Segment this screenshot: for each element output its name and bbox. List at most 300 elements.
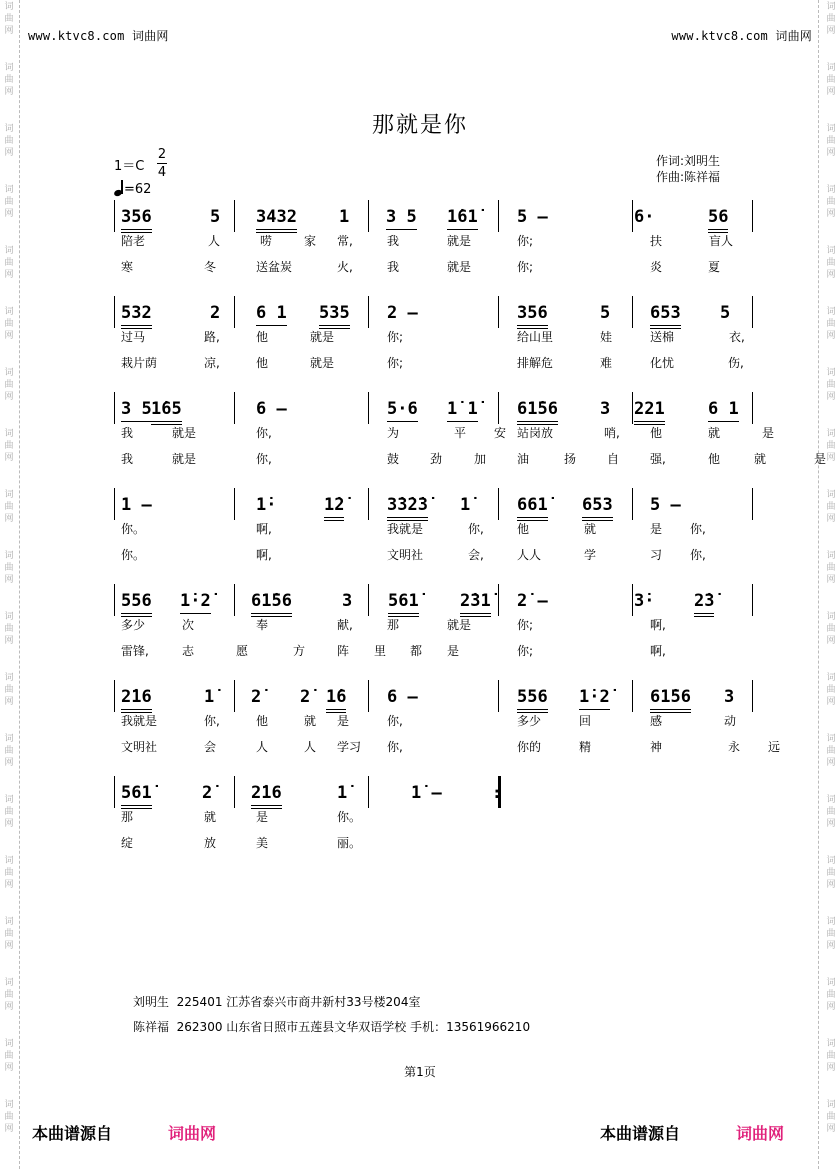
lyric-word: 放 [204, 836, 217, 850]
lyric-word: 自 [607, 452, 620, 466]
watermark-char: 词 [826, 978, 836, 988]
note-group: 6 1 [708, 399, 739, 419]
watermark-char: 曲 [826, 1051, 836, 1061]
lyric-line-verse1 [114, 232, 752, 248]
lyric-word: 就是 [172, 426, 197, 440]
note-underline [517, 709, 548, 710]
note-group: : [492, 783, 502, 802]
note-underline [326, 709, 346, 710]
watermark-char: 网 [4, 697, 14, 707]
lyric-word: 人 [304, 740, 317, 754]
note-group: 3 [342, 591, 353, 611]
note-underline [386, 229, 417, 230]
lyric-word: 强, [650, 452, 666, 466]
watermark-char: 词 [826, 185, 836, 195]
lyric-word: 你, [468, 522, 484, 536]
watermark-char: 曲 [826, 929, 836, 939]
lyric-word: 安 [494, 426, 507, 440]
bar-line [234, 296, 235, 328]
watermark-char: 曲 [4, 685, 14, 695]
lyric-word: 你, [256, 426, 272, 440]
lyric-word: 我就是 [387, 522, 424, 536]
lyric-word: 神 [650, 740, 663, 754]
lyricist: 作词:刘明生 [656, 154, 721, 168]
note-underline [324, 517, 344, 518]
footer-left-brand[interactable]: 词曲网 [168, 1124, 217, 1143]
bar-line [368, 488, 369, 520]
watermark-char: 网 [826, 758, 836, 768]
lyric-line-verse2 [114, 546, 752, 562]
watermark-char: 词 [826, 551, 836, 561]
lyric-word: 多少 [121, 618, 146, 632]
bar-line [752, 584, 753, 616]
lyric-word: 学 [584, 548, 597, 562]
watermark-char: 词 [826, 429, 836, 439]
lyric-word: 为 [387, 426, 400, 440]
lyric-word: 炎 [650, 260, 663, 274]
lyric-word: 里 [374, 644, 387, 658]
lyric-word: 就是 [447, 618, 472, 632]
lyric-word: 啊, [650, 644, 666, 658]
notes-row [114, 296, 752, 328]
lyric-word: 志 [182, 644, 195, 658]
lyric-word: 排解危 [517, 356, 554, 370]
lyric-word: 人 [208, 234, 221, 248]
bar-line [632, 584, 633, 616]
watermark-char: 词 [4, 1100, 14, 1110]
watermark-char: 词 [4, 246, 14, 256]
lyric-word: 远 [768, 740, 781, 754]
watermark-char: 曲 [826, 197, 836, 207]
note-group: 5 – [517, 207, 548, 227]
lyric-word: 他 [256, 356, 269, 370]
key-signature: 1＝C [114, 159, 145, 174]
watermark-char: 词 [826, 917, 836, 927]
lyric-word: 油 [517, 452, 530, 466]
watermark-char: 词 [4, 368, 14, 378]
watermark-char: 网 [4, 514, 14, 524]
note-underline [694, 613, 714, 614]
note-underline [387, 421, 418, 422]
lyric-word: 献, [337, 618, 353, 632]
lyric-word: 难 [600, 356, 613, 370]
watermark-char: 曲 [4, 319, 14, 329]
bar-line [114, 776, 115, 808]
note-group: 356 [121, 207, 152, 227]
watermark-char: 曲 [4, 75, 14, 85]
lyric-word: 永 [728, 740, 741, 754]
lyric-word: 就 [708, 426, 721, 440]
note-group: 3 [600, 399, 611, 419]
bar-line [632, 296, 633, 328]
lyric-word: 文明社 [387, 548, 424, 562]
watermark-char: 网 [826, 270, 836, 280]
note-underline [121, 421, 152, 422]
final-repeat-bar [498, 776, 501, 808]
lyric-word: 是 [762, 426, 775, 440]
watermark-char: 曲 [4, 563, 14, 573]
lyric-word: 感 [650, 714, 663, 728]
notes-row [114, 392, 752, 424]
lyric-word: 他 [708, 452, 721, 466]
watermark-char: 网 [826, 392, 836, 402]
note-underline [121, 229, 152, 230]
note-underline [387, 517, 428, 518]
header-right-url[interactable]: www.ktvc8.com [671, 29, 768, 43]
lyric-word: 学习 [337, 740, 362, 754]
watermark-char: 网 [4, 1063, 14, 1073]
lyric-word: 寒 [121, 260, 134, 274]
bar-line [234, 392, 235, 424]
note-group: 3 5 [386, 207, 417, 227]
notes-row [114, 200, 752, 232]
watermark-char: 词 [4, 673, 14, 683]
watermark-char: 曲 [826, 258, 836, 268]
watermark-char: 网 [4, 575, 14, 585]
watermark-char: 词 [826, 63, 836, 73]
watermark-char: 词 [4, 978, 14, 988]
lyric-line-verse1 [114, 616, 752, 632]
lyric-line-verse2 [114, 642, 752, 658]
note-underline [650, 325, 681, 326]
note-group: 3 [724, 687, 735, 707]
header-left-site-name[interactable]: 词曲网 [131, 29, 169, 43]
watermark-char: 网 [826, 148, 836, 158]
bar-line [368, 776, 369, 808]
watermark-char: 词 [4, 124, 14, 134]
lyric-word: 你; [517, 234, 534, 248]
note-group: 1̇ – [411, 783, 442, 803]
header-right-site-name[interactable]: 词曲网 [775, 29, 812, 43]
meter-top: 2 [157, 147, 167, 162]
lyric-word: 美 [256, 836, 269, 850]
note-underline [517, 517, 548, 518]
note-group: 2̇31̇ [460, 591, 491, 611]
lyric-word: 夏 [708, 260, 721, 274]
watermark-char: 词 [826, 795, 836, 805]
note-underline [460, 613, 491, 614]
note-underline [256, 325, 287, 326]
watermark-char: 曲 [826, 563, 836, 573]
page-number: 第1页 [404, 1065, 436, 1079]
lyric-word: 送盆炭 [256, 260, 293, 274]
lyric-word: 凉, [204, 356, 220, 370]
lyric-word: 冬 [204, 260, 217, 274]
watermark-char: 网 [826, 819, 836, 829]
note-underline [517, 421, 558, 422]
lyric-word: 就 [204, 810, 217, 824]
watermark-char: 网 [4, 941, 14, 951]
watermark-char: 词 [826, 673, 836, 683]
watermark-char: 曲 [826, 746, 836, 756]
note-group: 1̇ [460, 495, 471, 515]
note-underline [319, 325, 350, 326]
watermark-char: 网 [4, 1002, 14, 1012]
watermark-char: 曲 [826, 380, 836, 390]
lyric-word: 动 [724, 714, 737, 728]
notes-row [114, 584, 752, 616]
watermark-char: 曲 [826, 319, 836, 329]
lyric-word: 平 [454, 426, 467, 440]
watermark-char: 网 [4, 819, 14, 829]
watermark-char: 曲 [826, 685, 836, 695]
note-group: 2̇16 [251, 783, 282, 803]
lyric-word: 你, [690, 522, 706, 536]
lyric-word: 人 [256, 740, 269, 754]
lyric-word: 加 [474, 452, 487, 466]
lyric-word: 你, [204, 714, 220, 728]
tempo-marking [114, 180, 151, 197]
bar-line [632, 392, 633, 424]
watermark-char: 词 [4, 856, 14, 866]
lyric-word: 阵 [337, 644, 350, 658]
watermark-char: 词 [4, 490, 14, 500]
lyric-line-verse1 [114, 808, 752, 824]
note-group: 221 [634, 399, 665, 419]
footer-right [600, 1121, 784, 1144]
footer-right-text: 本曲谱源自 [600, 1124, 681, 1143]
note-group: 535 [319, 303, 350, 323]
watermark-char: 曲 [4, 380, 14, 390]
notes-row [114, 776, 752, 808]
bar-line [752, 200, 753, 232]
bar-line [632, 488, 633, 520]
watermark-char: 词 [4, 1039, 14, 1049]
footer-left-text: 本曲谱源自 [32, 1124, 113, 1143]
lyric-line-verse1 [114, 712, 752, 728]
watermark-char: 网 [826, 1063, 836, 1073]
watermark-char: 曲 [4, 136, 14, 146]
note-group: 2̇3̇ [694, 591, 714, 611]
lyric-word: 伤, [728, 356, 744, 370]
watermark-char: 曲 [4, 258, 14, 268]
note-underline [256, 229, 297, 230]
bar-line [752, 296, 753, 328]
watermark-char: 词 [4, 917, 14, 927]
watermark-char: 曲 [826, 502, 836, 512]
lyric-word: 就是 [447, 260, 472, 274]
watermark-char: 曲 [4, 990, 14, 1000]
watermark-char: 网 [4, 26, 14, 36]
note-group: 1̇6 [326, 687, 346, 707]
watermark-char: 网 [4, 270, 14, 280]
lyric-word: 你, [256, 452, 272, 466]
bar-line [114, 200, 115, 232]
lyric-word: 就是 [447, 234, 472, 248]
note-group: 1̇61̇ [447, 207, 478, 227]
bar-line [498, 200, 499, 232]
watermark-char: 词 [4, 307, 14, 317]
watermark-char: 词 [4, 185, 14, 195]
note-group: 61̇56 [251, 591, 292, 611]
lyric-word: 我就是 [121, 714, 158, 728]
contact-details: 262300 山东省日照市五莲县文华双语学校 手机：13561966210 [176, 1020, 531, 1034]
watermark-char: 网 [4, 1124, 14, 1134]
left-watermark-strip [2, 0, 16, 1169]
lyric-word: 就 [304, 714, 317, 728]
note-group: 5·6 [387, 399, 418, 419]
song-title: 那就是你 [371, 113, 468, 138]
lyric-word: 你。 [337, 810, 362, 824]
bar-line [368, 296, 369, 328]
note-underline [388, 613, 419, 614]
watermark-char: 网 [826, 1124, 836, 1134]
lyric-word: 我 [387, 234, 400, 248]
note-group: 61̇56 [517, 399, 558, 419]
lyric-word: 我 [121, 426, 134, 440]
note-group: 2̇ [300, 687, 311, 707]
note-group: 2̇ [202, 783, 213, 803]
note-underline [634, 421, 665, 422]
note-group: 1 – [121, 495, 152, 515]
watermark-char: 网 [4, 453, 14, 463]
bar-line [114, 488, 115, 520]
contact-composer [133, 1018, 530, 1035]
watermark-char: 词 [826, 856, 836, 866]
watermark-char: 网 [826, 1002, 836, 1012]
lyric-word: 哨, [604, 426, 620, 440]
lyric-word: 是 [256, 810, 269, 824]
lyric-word: 过马 [121, 330, 146, 344]
footer-right-brand[interactable]: 词曲网 [736, 1124, 785, 1143]
lyric-word: 你, [387, 740, 403, 754]
lyric-word: 他 [650, 426, 663, 440]
lyric-line-verse2 [114, 258, 752, 274]
lyric-word: 那 [121, 810, 134, 824]
watermark-char: 词 [4, 551, 14, 561]
watermark-char: 网 [4, 87, 14, 97]
watermark-char: 曲 [4, 746, 14, 756]
lyric-word: 家 [304, 234, 317, 248]
time-signature [157, 147, 167, 180]
bar-line [234, 584, 235, 616]
lyric-word: 娃 [600, 330, 613, 344]
header-site-left[interactable] [28, 27, 169, 44]
watermark-char: 网 [826, 514, 836, 524]
lyric-line-verse2 [114, 450, 827, 466]
header-left-url[interactable]: www.ktvc8.com [28, 29, 125, 43]
note-group: 5 [600, 303, 611, 323]
lyric-word: 化忧 [650, 356, 675, 370]
note-underline [447, 229, 478, 230]
note-underline [708, 229, 728, 230]
note-group: 661̇ [517, 495, 548, 515]
watermark-char: 曲 [4, 868, 14, 878]
lyric-word: 啊, [650, 618, 666, 632]
watermark-char: 词 [4, 734, 14, 744]
note-underline [121, 805, 152, 806]
note-underline [121, 709, 152, 710]
note-group: 356 [517, 303, 548, 323]
note-group: 653 [650, 303, 681, 323]
watermark-char: 网 [826, 697, 836, 707]
lyric-line-verse1 [114, 328, 752, 344]
note-group: 1̇·2̇ [180, 591, 211, 611]
watermark-char: 曲 [826, 1112, 836, 1122]
watermark-char: 词 [4, 795, 14, 805]
lyric-word: 你, [690, 548, 706, 562]
note-group: 556 [517, 687, 548, 707]
lyric-word: 会 [204, 740, 217, 754]
lyric-word: 那 [387, 618, 400, 632]
lyric-word: 是 [650, 522, 663, 536]
watermark-char: 曲 [826, 14, 836, 24]
lyric-word: 他 [256, 330, 269, 344]
lyric-word: 衣, [729, 330, 745, 344]
lyric-word: 劲 [430, 452, 443, 466]
lyric-word: 就是 [310, 330, 335, 344]
bar-line [114, 680, 115, 712]
note-group: 1 [339, 207, 350, 227]
lyric-word: 你; [517, 644, 534, 658]
watermark-char: 网 [4, 331, 14, 341]
note-group: 2̇ [251, 687, 262, 707]
lyric-line-verse2 [114, 354, 752, 370]
note-group: 1̇65 [151, 399, 182, 419]
watermark-char: 网 [4, 392, 14, 402]
note-group: 1̇2̇ [324, 495, 344, 515]
lyric-word: 愿 [236, 644, 249, 658]
watermark-char: 词 [826, 734, 836, 744]
note-underline [121, 613, 152, 614]
watermark-char: 曲 [4, 502, 14, 512]
lyric-word: 你。 [121, 548, 146, 562]
lyric-word: 常, [337, 234, 353, 248]
lyric-word: 他 [517, 522, 530, 536]
watermark-char: 曲 [826, 990, 836, 1000]
credits [656, 153, 720, 185]
contact-name: 陈祥福 [133, 1020, 170, 1034]
lyric-word: 啊, [256, 522, 272, 536]
watermark-char: 网 [826, 941, 836, 951]
watermark-char: 词 [826, 124, 836, 134]
watermark-char: 曲 [826, 441, 836, 451]
note-underline [708, 421, 739, 422]
lyric-word: 丽。 [337, 836, 362, 850]
bar-line [498, 392, 499, 424]
note-group: 6 1 [256, 303, 287, 323]
note-group: 3 5 [121, 399, 152, 419]
bar-line [114, 584, 115, 616]
note-group: 1̇· [256, 495, 277, 515]
note-group: 5 – [650, 495, 681, 515]
note-group: 1̇ 1̇ [447, 399, 478, 419]
lyric-line-verse2 [114, 834, 752, 850]
lyric-word: 给山里 [517, 330, 554, 344]
bar-line [368, 584, 369, 616]
bar-line [632, 200, 633, 232]
lyric-line-verse1 [114, 520, 752, 536]
note-underline [517, 325, 548, 326]
note-group: 561̇ [121, 783, 152, 803]
bar-line [498, 296, 499, 328]
lyric-word: 扶 [650, 234, 663, 248]
note-group: 5 [720, 303, 731, 323]
watermark-char: 网 [826, 331, 836, 341]
bar-line [234, 680, 235, 712]
bar-line [234, 200, 235, 232]
watermark-char: 词 [826, 368, 836, 378]
watermark-char: 曲 [4, 1112, 14, 1122]
header-site-right[interactable] [671, 27, 812, 44]
note-group: 2 – [387, 303, 418, 323]
watermark-char: 网 [4, 758, 14, 768]
lyric-word: 唠 [260, 234, 273, 248]
watermark-char: 词 [826, 1100, 836, 1110]
watermark-char: 词 [4, 612, 14, 622]
bar-line [368, 200, 369, 232]
lyric-word: 是 [447, 644, 460, 658]
